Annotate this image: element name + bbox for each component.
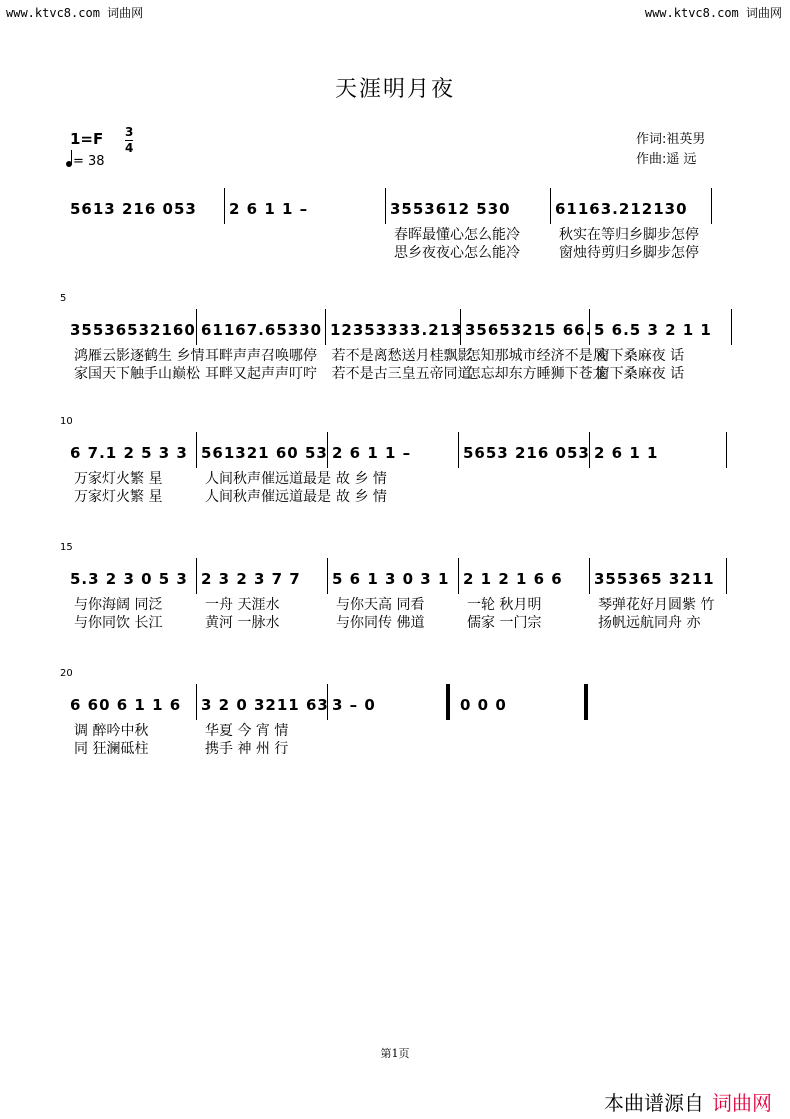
brand-footer xyxy=(604,1087,772,1116)
measure xyxy=(590,307,731,347)
barline xyxy=(726,558,727,594)
measure xyxy=(66,186,224,226)
key-signature: 1=F xyxy=(70,130,104,148)
lyric-segment: 琴弹花好月圆紫 竹 xyxy=(598,597,715,613)
jianpu-notes: 61167.65330 xyxy=(201,321,323,339)
lyric-segment xyxy=(590,470,727,488)
jianpu-notes: 2 6 1 1 – xyxy=(332,444,412,462)
measure xyxy=(197,556,327,596)
time-top: 3 xyxy=(125,125,134,139)
time-signature xyxy=(125,126,133,155)
lyric-segment xyxy=(66,244,225,262)
lyric-segment xyxy=(459,470,590,488)
lyric-segment: 秋实在等归乡脚步怎停 xyxy=(559,227,699,243)
measure-number: 15 xyxy=(60,542,73,553)
lyric-segment: 家国天下触手山巅松 xyxy=(74,366,200,382)
jianpu-notes: 355365 3211 xyxy=(594,570,715,588)
lyric-segment: 若不是离愁送月桂飘影 xyxy=(331,348,472,364)
lyric-segment: 与你同饮 长江 xyxy=(74,615,163,631)
staff-system xyxy=(66,186,732,262)
lyric-segment: 人间秋声催远道最是 xyxy=(205,471,331,487)
tempo-value: = 38 xyxy=(73,154,105,169)
lyric-segment: 儒家 一门宗 xyxy=(467,615,542,631)
site-watermark-left: www.ktvc8.com 词曲网 xyxy=(6,6,144,20)
measure xyxy=(459,430,589,470)
staff-system xyxy=(60,542,732,632)
lyrics-verse-2 xyxy=(66,614,732,632)
lyrics-verse-1 xyxy=(66,722,732,740)
brand-text: 本曲谱源自 xyxy=(604,1091,704,1115)
lyrics-verse-2 xyxy=(66,244,732,262)
barline xyxy=(731,309,732,345)
jianpu-notes: 0 0 0 xyxy=(460,696,507,714)
lyric-segment xyxy=(328,740,447,758)
lyric-segment: 怎知那城市经济不是风 xyxy=(466,348,607,364)
measure xyxy=(66,682,196,722)
lyric-segment: 与你海阔 同泛 xyxy=(74,597,163,613)
brand-logo-text: 词曲网 xyxy=(712,1091,772,1115)
barline xyxy=(726,432,727,468)
measure-number: 10 xyxy=(60,416,73,427)
staff-system xyxy=(60,293,732,383)
lyric-segment xyxy=(225,226,386,244)
lyric-segment: 一舟 天涯水 xyxy=(205,597,280,613)
lyricist-credit: 作词:祖英男 xyxy=(636,132,706,147)
lyric-segment: 人间秋声催远道最是 xyxy=(205,489,331,505)
jianpu-notes: 2 6 1 1 – xyxy=(229,200,309,218)
lyric-segment: 同 狂澜砥柱 xyxy=(74,741,149,757)
composer-credit: 作曲:遥 远 xyxy=(636,152,697,167)
measure xyxy=(459,556,589,596)
measure xyxy=(225,186,385,226)
measure xyxy=(461,307,593,347)
jianpu-notes: 35536532160 xyxy=(70,321,196,339)
measure xyxy=(590,430,726,470)
lyric-segment: 若不是古三皇五帝同道 xyxy=(331,366,472,382)
lyric-segment: 扬帆远航同舟 亦 xyxy=(598,615,701,631)
measure xyxy=(328,556,458,596)
jianpu-notes: 6 7.1 2 5 3 3 xyxy=(70,444,188,462)
lyric-segment xyxy=(225,244,386,262)
measure xyxy=(66,556,196,596)
measure xyxy=(386,186,550,226)
barline xyxy=(446,684,456,720)
lyric-segment: 与你同传 佛道 xyxy=(336,615,425,631)
measure xyxy=(328,430,458,470)
lyric-segment: 窗下桑麻夜 话 xyxy=(595,348,685,364)
jianpu-notes: 2 6 1 1 xyxy=(594,444,659,462)
page-number: 第1页 xyxy=(380,1047,410,1060)
jianpu-notes: 61163.212130 xyxy=(555,200,688,218)
measure xyxy=(456,682,584,722)
jianpu-notes: 5653 216 053 xyxy=(463,444,590,462)
lyric-segment xyxy=(66,226,225,244)
lyrics-verse-1 xyxy=(66,226,732,244)
lyrics-verse-1 xyxy=(66,470,732,488)
lyric-segment: 与你天高 同看 xyxy=(336,597,425,613)
site-watermark-right: www.ktvc8.com 词曲网 xyxy=(644,6,782,20)
lyric-segment: 窗下桑麻夜 话 xyxy=(595,366,685,382)
barline xyxy=(584,684,588,720)
measure xyxy=(551,186,711,226)
jianpu-notes: 2 1 2 1 6 6 xyxy=(463,570,563,588)
lyric-segment xyxy=(328,722,447,740)
lyric-segment: 窗烛待剪归乡脚步怎停 xyxy=(559,245,699,261)
jianpu-notes: 35653215 66. xyxy=(465,321,593,339)
lyric-segment: 耳畔声声召唤哪停 xyxy=(205,348,317,364)
measure xyxy=(66,307,196,347)
jianpu-notes: 12353333.213 xyxy=(330,321,463,339)
lyric-segment: 怎忘却东方睡狮下苍龙 xyxy=(466,366,607,382)
measure xyxy=(328,682,446,722)
jianpu-notes: 5 6 1 3 0 3 1 xyxy=(332,570,450,588)
lyric-segment: 鸿雁云影逐鹤生 乡情 xyxy=(74,348,205,364)
lyric-segment: 黄河 一脉水 xyxy=(205,615,280,631)
lyric-segment: 故 乡 情 xyxy=(336,489,387,505)
lyric-segment xyxy=(459,488,590,506)
lyric-segment xyxy=(447,722,576,740)
jianpu-notes: 5613 216 053 xyxy=(70,200,197,218)
lyric-segment xyxy=(447,740,576,758)
lyrics-verse-1 xyxy=(66,596,732,614)
jianpu-notes: 5 6.5 3 2 1 1 xyxy=(594,321,712,339)
lyric-segment: 万家灯火繁 星 xyxy=(74,489,163,505)
jianpu-notes: 6 60 6 1 1 6 xyxy=(70,696,182,714)
measure-number: 20 xyxy=(60,668,73,679)
staff-system xyxy=(60,668,732,758)
jianpu-notes: 5.3 2 3 0 5 3 xyxy=(70,570,188,588)
lyric-segment: 万家灯火繁 星 xyxy=(74,471,163,487)
jianpu-notes: 561321 60 53 xyxy=(201,444,328,462)
measure xyxy=(197,307,325,347)
staff-system xyxy=(60,416,732,506)
lyric-segment: 耳畔又起声声叮咛 xyxy=(205,366,317,382)
jianpu-notes: 3 – 0 xyxy=(332,696,376,714)
time-bottom: 4 xyxy=(125,141,134,155)
lyric-segment: 故 乡 情 xyxy=(336,471,387,487)
lyrics-verse-1 xyxy=(66,347,732,365)
lyric-segment xyxy=(590,488,727,506)
quarter-note-icon xyxy=(66,161,72,167)
measure xyxy=(197,430,327,470)
lyrics-verse-2 xyxy=(66,740,732,758)
jianpu-notes: 3 2 0 3211 63 xyxy=(201,696,329,714)
lyric-segment: 春晖最懂心怎么能冷 xyxy=(394,227,520,243)
tempo-mark xyxy=(66,154,105,169)
measure xyxy=(197,682,327,722)
lyric-segment: 思乡夜夜心怎么能冷 xyxy=(394,245,520,261)
jianpu-notes: 2 3 2 3 7 7 xyxy=(201,570,301,588)
measure-number: 5 xyxy=(60,293,67,304)
lyric-segment: 携手 神 州 行 xyxy=(205,741,289,757)
measure xyxy=(590,556,726,596)
lyrics-verse-2 xyxy=(66,365,732,383)
measure xyxy=(66,430,196,470)
lyrics-verse-2 xyxy=(66,488,732,506)
lyric-segment: 一轮 秋月明 xyxy=(467,597,542,613)
barline xyxy=(711,188,712,224)
lyric-segment: 华夏 今 宵 情 xyxy=(205,723,289,739)
measure xyxy=(326,307,463,347)
lyric-segment: 调 醉吟中秋 xyxy=(74,723,149,739)
song-title: 天涯明月夜 xyxy=(334,77,455,102)
jianpu-notes: 3553612 530 xyxy=(390,200,511,218)
